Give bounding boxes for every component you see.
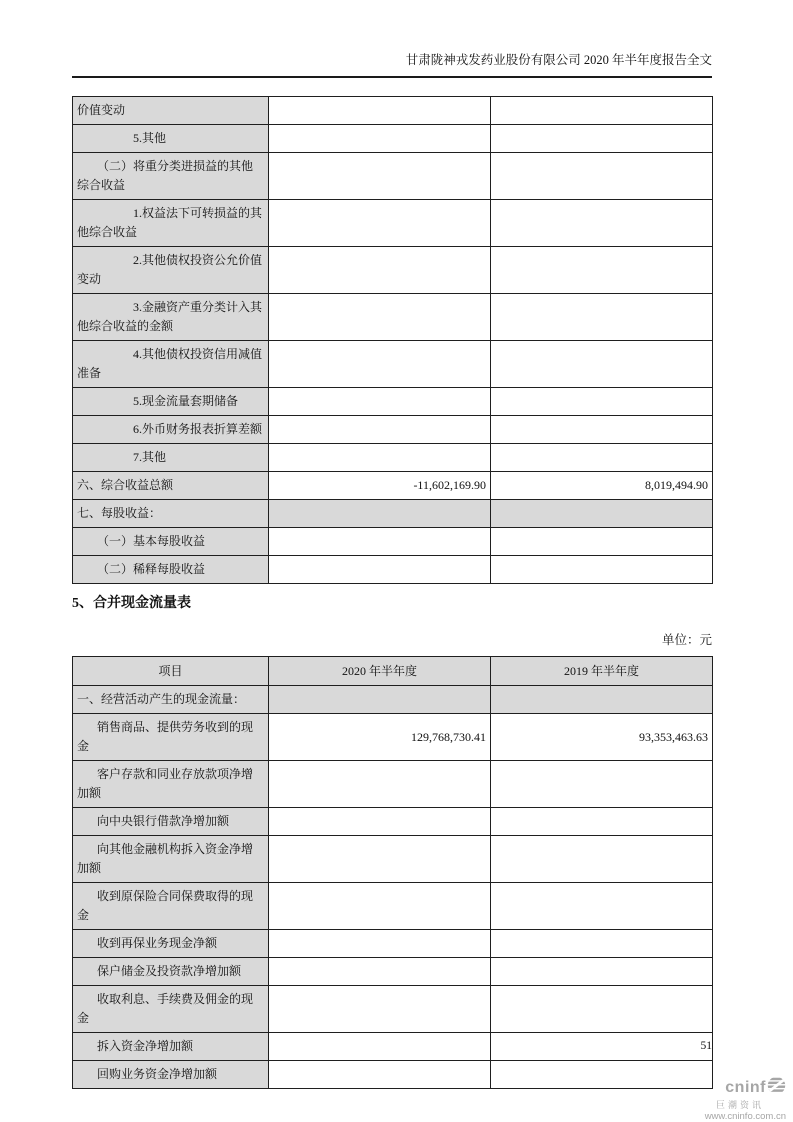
row-value: 93,353,463.63 [491,714,713,761]
table-row [73,528,713,556]
cash-flow-table [72,656,713,1089]
row-label: 6.外币财务报表折算差额 [73,416,269,444]
row-label: 收取利息、手续费及佣金的现金 [73,986,269,1033]
table-row [73,97,713,125]
table-row [73,1061,713,1089]
table-row [73,958,713,986]
row-value [269,388,491,416]
row-value [269,500,491,528]
row-value [491,528,713,556]
document-header-title: 甘肃陇神戎发药业股份有限公司 2020 年半年度报告全文 [72,52,712,78]
row-label: （一）基本每股收益 [73,528,269,556]
table-row [73,836,713,883]
row-value [269,958,491,986]
row-value [491,986,713,1033]
row-value [491,341,713,388]
row-value [269,444,491,472]
cninfo-logo-row [705,1076,786,1100]
row-value [491,958,713,986]
row-value [491,247,713,294]
row-label: 保户储金及投资款净增加额 [73,958,269,986]
row-value [269,153,491,200]
row-value [269,930,491,958]
unit-label: 单位：元 [661,633,712,647]
row-label: 7.其他 [73,444,269,472]
table-row [73,714,713,761]
row-value [491,761,713,808]
row-label: 收到再保业务现金净额 [73,930,269,958]
row-value [269,341,491,388]
row-value [269,986,491,1033]
row-value [491,125,713,153]
row-label: 向中央银行借款净增加额 [73,808,269,836]
row-value [491,808,713,836]
row-label: 向其他金融机构拆入资金净增加额 [73,836,269,883]
section-heading: 5、合并现金流量表 [72,596,191,611]
row-label: 六、综合收益总额 [73,472,269,500]
row-label: 4.其他债权投资信用减值准备 [73,341,269,388]
row-value [269,686,491,714]
row-label: 3.金融资产重分类计入其他综合收益的金额 [73,294,269,341]
column-header: 2020 年半年度 [269,657,491,686]
row-label: 1.权益法下可转损益的其他综合收益 [73,200,269,247]
row-value [491,97,713,125]
table-row [73,341,713,388]
column-header: 项目 [73,657,269,686]
row-value [269,1061,491,1089]
row-value [269,883,491,930]
row-label: 客户存款和同业存放款项净增加额 [73,761,269,808]
row-value [491,556,713,584]
cninfo-swirl-icon [767,1076,786,1100]
row-value [269,416,491,444]
table-row [73,808,713,836]
row-value [269,247,491,294]
table-row [73,930,713,958]
row-value [269,808,491,836]
row-value [269,200,491,247]
row-value: -11,602,169.90 [269,472,491,500]
row-value [491,200,713,247]
cninfo-url: www.cninfo.com.cn [704,1111,786,1122]
row-value: 8,019,494.90 [491,472,713,500]
table-row [73,472,713,500]
row-label: （二）稀释每股收益 [73,556,269,584]
row-label: 收到原保险合同保费取得的现金 [73,883,269,930]
row-value [491,930,713,958]
row-value [491,416,713,444]
table-row [73,883,713,930]
row-value [269,836,491,883]
row-label: 5.现金流量套期储备 [73,388,269,416]
page-number: 51 [700,1040,712,1052]
row-value [491,500,713,528]
table-row [73,556,713,584]
cninfo-logo [705,1076,786,1122]
row-value [491,444,713,472]
table-row [73,247,713,294]
table-row [73,761,713,808]
row-value [491,388,713,416]
table-row [73,200,713,247]
table-row [73,444,713,472]
row-value: 129,768,730.41 [269,714,491,761]
row-value [269,556,491,584]
row-value [491,153,713,200]
table-header-row [73,657,713,686]
row-label: 拆入资金净增加额 [73,1033,269,1061]
row-value [491,294,713,341]
table-row [73,125,713,153]
cninfo-brand-text: cninf [725,1078,766,1096]
row-value [269,294,491,341]
table-row [73,294,713,341]
row-label: 5.其他 [73,125,269,153]
row-value [269,125,491,153]
cninfo-caption: 巨潮资讯 [715,1099,764,1110]
row-value [491,1061,713,1089]
row-label: 销售商品、提供劳务收到的现金 [73,714,269,761]
row-label: 2.其他债权投资公允价值变动 [73,247,269,294]
table-row [73,153,713,200]
table-row [73,388,713,416]
row-value [491,686,713,714]
table-row [73,686,713,714]
table-row [73,986,713,1033]
column-header: 2019 年半年度 [491,657,713,686]
row-value [269,528,491,556]
row-value [269,761,491,808]
table-row [73,500,713,528]
row-label: 回购业务资金净增加额 [73,1061,269,1089]
row-value [491,883,713,930]
row-value [269,97,491,125]
row-value [491,836,713,883]
row-label: 价值变动 [73,97,269,125]
table-row [73,416,713,444]
row-label: 七、每股收益： [73,500,269,528]
comprehensive-income-table [72,96,713,584]
row-label: （二）将重分类进损益的其他综合收益 [73,153,269,200]
row-label: 一、经营活动产生的现金流量： [73,686,269,714]
